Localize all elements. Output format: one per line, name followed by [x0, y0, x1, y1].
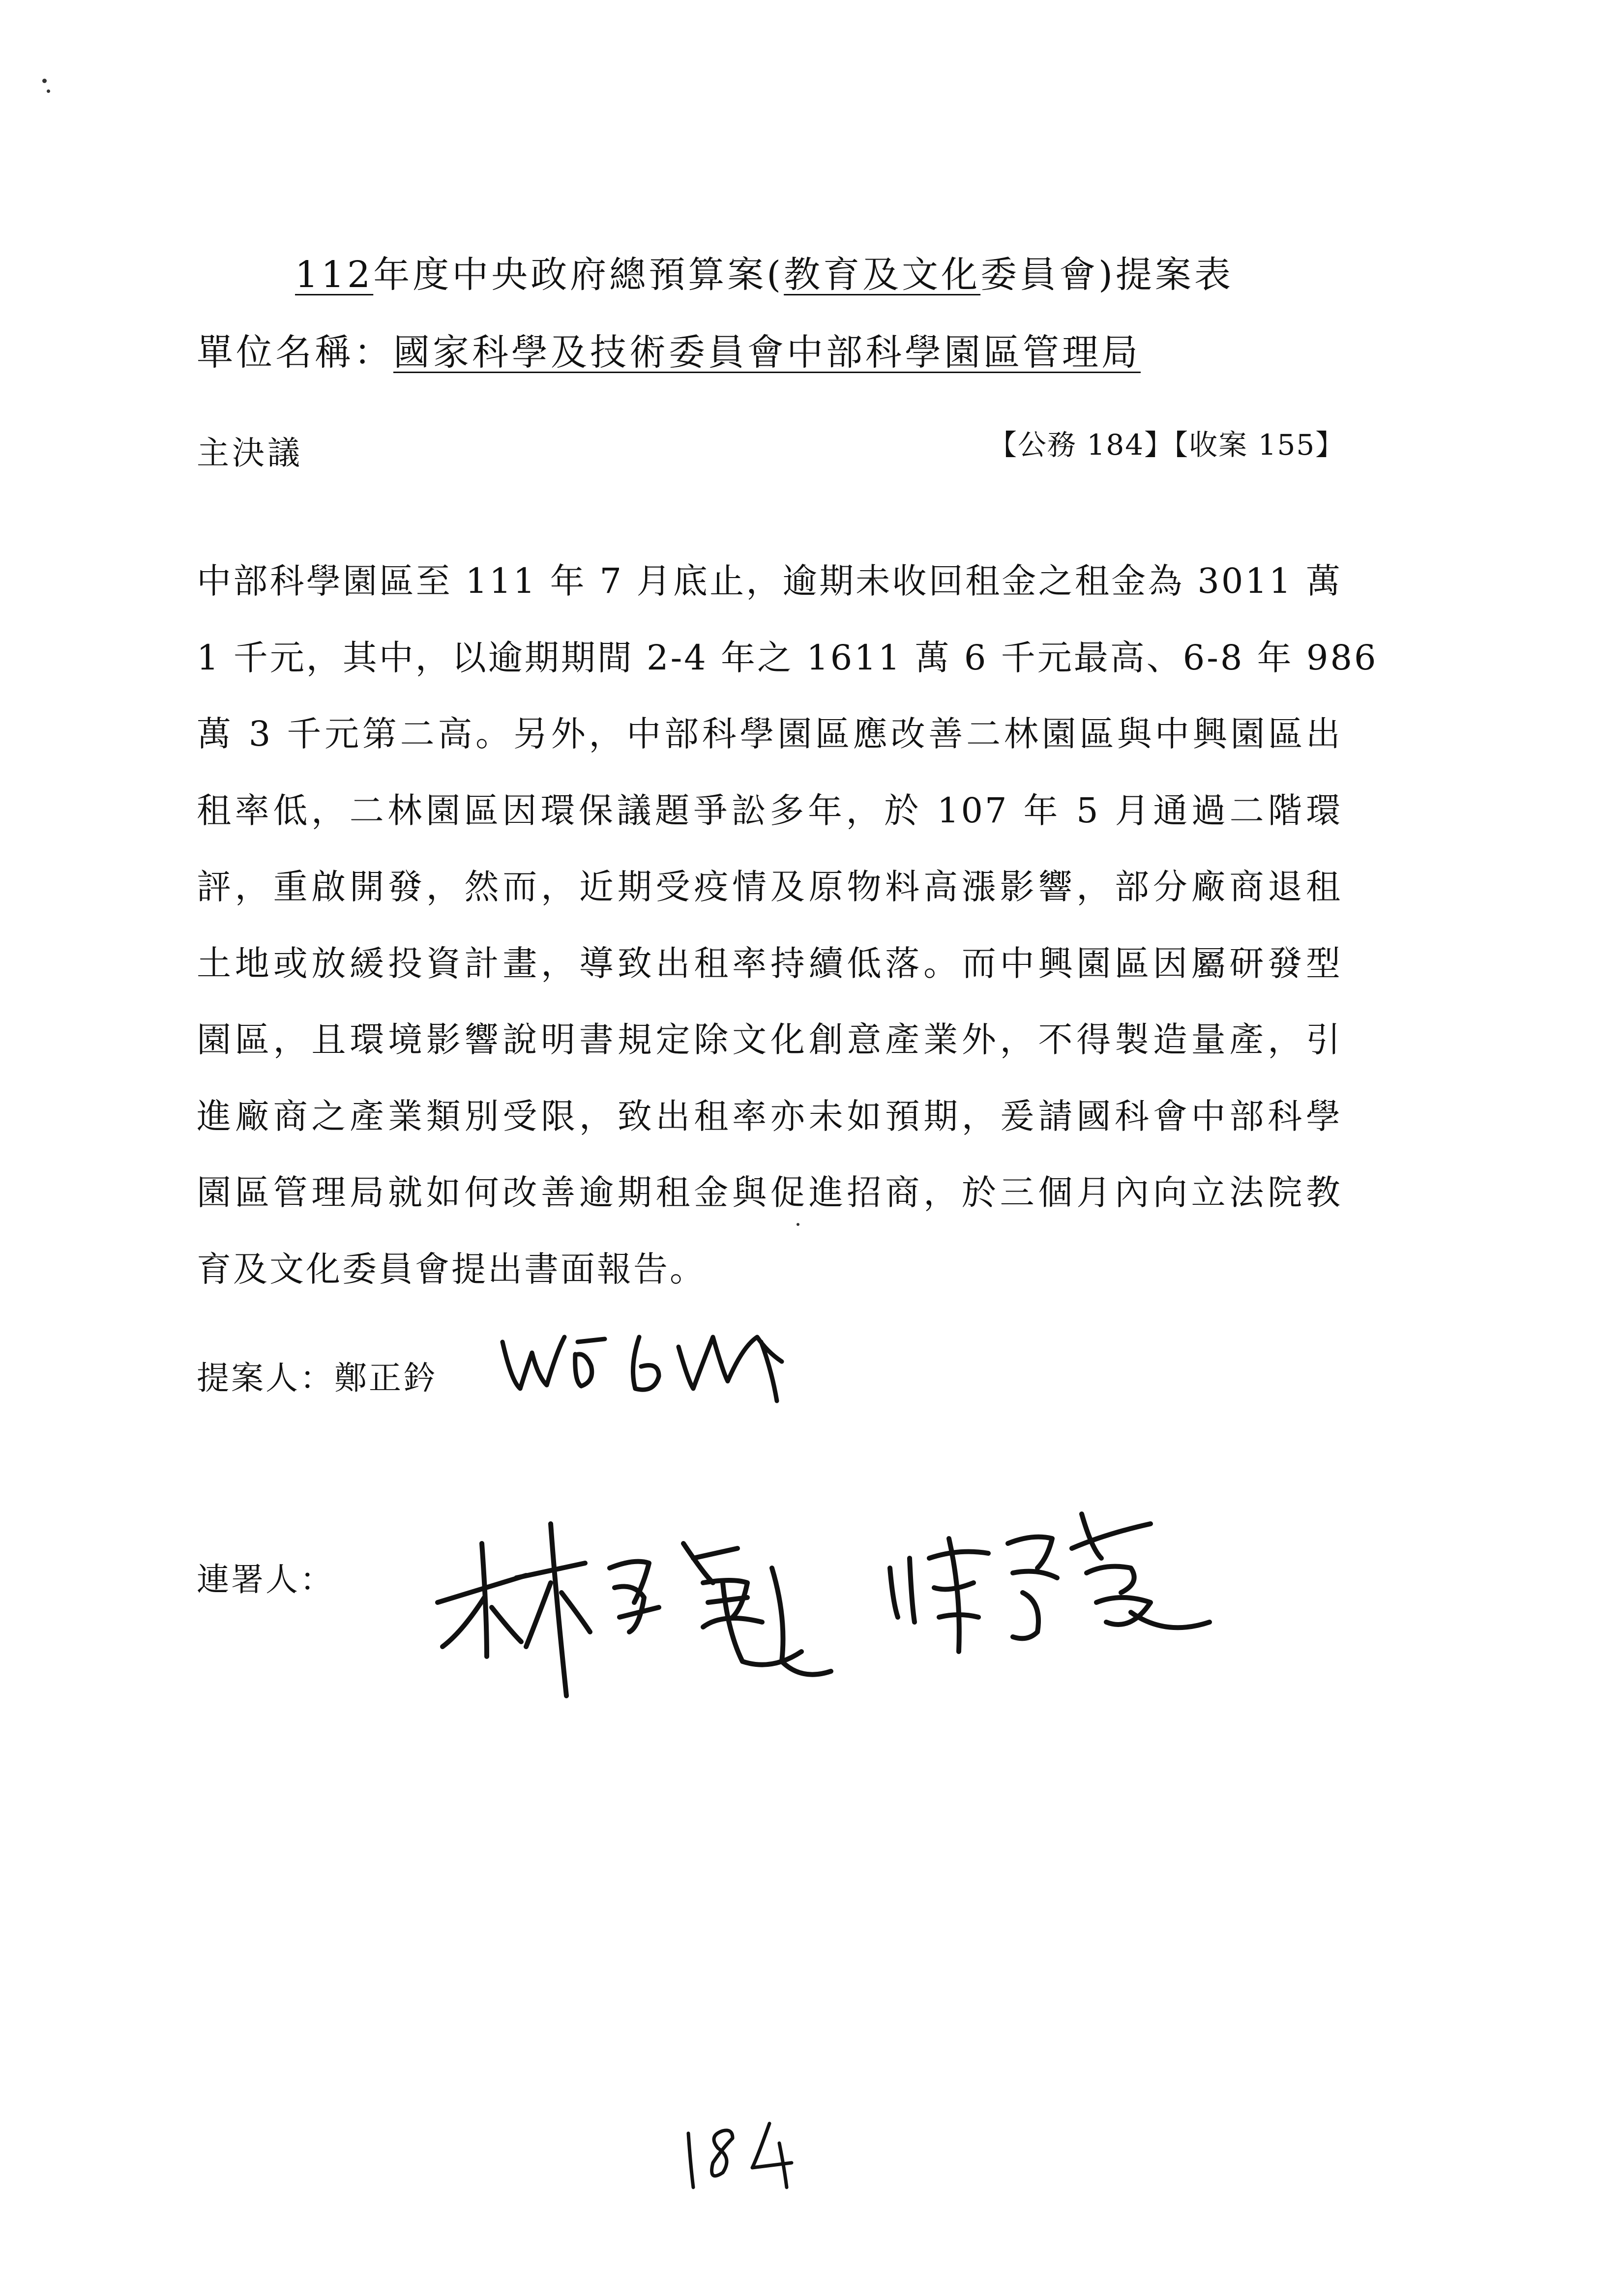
body-line: 土地或放緩投資計畫，導致出租率持續低落。而中興園區因屬研發型	[197, 943, 1342, 984]
cosigner-label: 連署人：	[197, 1561, 334, 1598]
proposer-label: 提案人：	[197, 1359, 334, 1397]
title-committee: 教育及文化	[784, 254, 981, 296]
body-line: 中部科學園區至 111 年 7 月底止，逾期未收回租金之租金為 3011 萬	[197, 561, 1342, 601]
scan-speck	[797, 1223, 799, 1226]
reference-number: 【公務 184】【收案 155】	[988, 428, 1345, 462]
resolution-label: 主決議	[197, 434, 303, 472]
body-line: 育及文化委員會提出書面報告。	[197, 1249, 706, 1289]
proposer-line	[197, 1352, 438, 1398]
scan-speck	[47, 89, 50, 93]
proposer-signature	[492, 1308, 806, 1411]
title-end: 委員會)提案表	[980, 254, 1234, 296]
resolution-body	[197, 543, 1378, 1308]
body-line: 1 千元，其中，以逾期期間 2-4 年之 1611 萬 6 千元最高、6-8 年 986	[197, 637, 1378, 678]
proposer-name: 鄭正鈐	[334, 1359, 438, 1397]
unit-label: 單位名稱：	[197, 331, 393, 374]
unit-name: 國家科學及技術委員會中部科學園區管理局	[393, 331, 1141, 374]
page-number-handwritten	[679, 2114, 806, 2192]
unit-line	[197, 323, 1141, 376]
document-title	[295, 246, 1234, 298]
cosigner-signature-2	[875, 1475, 1229, 1661]
body-line: 租率低，二林園區因環保議題爭訟多年，於 107 年 5 月通過二階環	[197, 790, 1342, 831]
title-middle: 年度中央政府總預算案(	[373, 254, 784, 296]
body-line: 園區，且環境影響說明書規定除文化創意產業外，不得製造量產，引	[197, 1019, 1342, 1060]
scan-speck	[42, 79, 47, 83]
body-line: 進廠商之產業類別受限，致出租率亦未如預期，爰請國科會中部科學	[197, 1096, 1342, 1136]
title-year: 112	[295, 254, 374, 296]
body-line: 萬 3 千元第二高。另外，中部科學園區應改善二林園區與中興園區出	[197, 714, 1342, 754]
body-line: 評，重啟開發，然而，近期受疫情及原物料高漲影響，部分廠商退租	[197, 867, 1342, 907]
body-line: 園區管理局就如何改善逾期租金與促進招商，於三個月內向立法院教	[197, 1172, 1342, 1213]
